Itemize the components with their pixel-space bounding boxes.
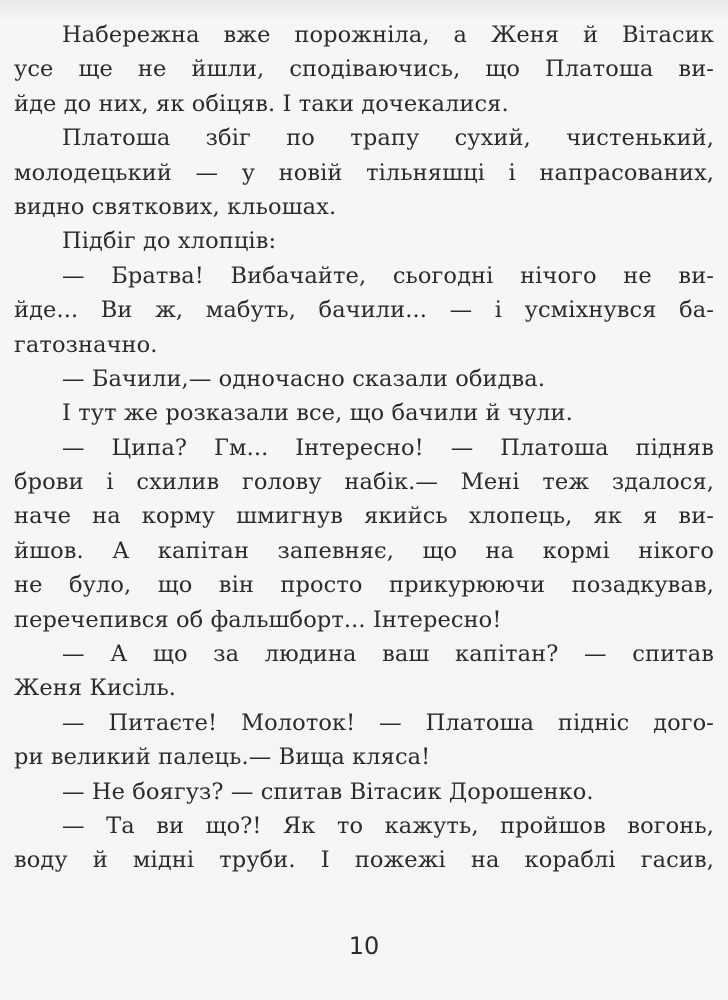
text-line: — Питаєте! Молоток! — Платоша підніс дого-: [62, 709, 714, 736]
text-line: йде... Ви ж, мабуть, бачили... — і усміхнувся ба-: [14, 297, 714, 324]
text-line: йшов. А капітан запевняє, що на кормі нікого: [14, 537, 714, 564]
text-line: — Бачили,— одночасно сказали обидва.: [62, 365, 546, 392]
text-line: йде до них, як обіцяв. І таки дочекалися.: [14, 90, 509, 117]
text-line: видно святкових, кльошах.: [14, 193, 337, 220]
text-line: усе ще не йшли, сподіваючись, що Платоша ви-: [14, 56, 714, 83]
text-line: Женя Кисіль.: [14, 675, 177, 702]
text-line: воду й мідні труби. І пожежі на кораблі гасив,: [14, 847, 714, 874]
text-line: брови і схилив голову набік.— Мені теж здалося,: [14, 469, 714, 496]
text-line: перечепився об фальшборт... Інтересно!: [14, 606, 502, 633]
text-line: — Ципа? Гм... Інтересно! — Платоша підняв: [62, 434, 714, 461]
text-line: — Не боягуз? — спитав Вітасик Дорошенко.: [62, 778, 594, 805]
text-line: І тут же розказали все, що бачили й чули.: [62, 400, 573, 427]
text-line: гатозначно.: [14, 331, 158, 358]
text-line: молодецький — у новій тільняшці і напрасованих,: [14, 159, 714, 186]
page-number: 10: [348, 932, 380, 960]
text-line: наче на корму шмигнув якийсь хлопець, як я ви-: [14, 503, 714, 530]
text-line: — А що за людина ваш капітан? — спитав: [62, 641, 714, 668]
text-block: [14, 18, 714, 878]
text-line: ри великий палець.— Вища кляса!: [14, 744, 431, 771]
text-line: — Та ви що?! Як то кажуть, пройшов вогонь,: [62, 812, 714, 839]
text-line: не було, що він просто прикурюючи позадкував,: [14, 572, 714, 599]
text-line: Підбіг до хлопців:: [62, 228, 277, 255]
text-line: Набережна вже порожніла, а Женя й Вітасик: [62, 22, 714, 48]
text-line: — Братва! Вибачайте, сьогодні нічого не ви-: [62, 262, 714, 289]
text-line: Платоша збіг по трапу сухий, чистенький,: [62, 125, 714, 152]
